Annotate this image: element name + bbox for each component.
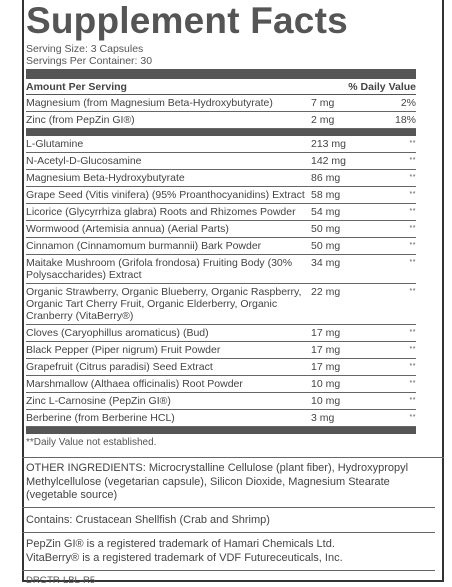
ingredient-amount: 58 mg [311,189,341,201]
ingredient-amount: 50 mg [311,240,341,252]
ingredient-amount: 34 mg [311,257,341,269]
ingredient-name: Grapefruit (Citrus paradisi) Seed Extract [26,361,213,373]
ingredient-name: Grape Seed (Vitis vinifera) (95% Proanthocyanidins) Extract [26,189,305,201]
label-code: DRGTR-LBL-R5 [26,575,96,586]
ingredient-daily-value: ** [409,157,416,164]
ingredient-row [26,410,416,427]
ingredient-daily-value: ** [409,414,416,421]
other-ingredients: OTHER INGREDIENTS: Microcrystalline Cellulose (plant fiber), Hydroxypropyl Methylcellulose (vegetarian capsule), Silicon Dioxide, Magnesium Stearate (vegetable source) [26,462,409,501]
ingredient-row [26,393,416,410]
daily-value-footnote: **Daily Value not established. [26,437,157,448]
ingredient-row [26,359,416,376]
ingredient-daily-value: ** [409,363,416,370]
ingredient-name: Licorice (Glycyrrhiza glabra) Roots and Rhizomes Powder [26,206,296,218]
ingredient-daily-value: ** [409,346,416,353]
ingredient-name: Cinnamon (Cinnamomum burmannii) Bark Powder [26,240,262,252]
ingredient-row [26,325,416,342]
thick-divider [26,69,416,79]
ingredient-daily-value: ** [409,208,416,215]
ingredient-daily-value: ** [409,191,416,198]
ingredient-row [26,221,416,238]
ingredient-row [26,153,416,170]
ingredient-row [26,95,416,112]
footer-divider [22,507,435,508]
ingredient-row [26,238,416,255]
ingredient-name: Zinc (from PepZin GI®) [26,114,135,126]
ingredient-amount: 213 mg [311,138,347,150]
vitamin-mineral-group [26,95,416,129]
ingredient-daily-value: ** [409,225,416,232]
ingredient-row [26,255,416,284]
trademark-vitaberry: VitaBerry® is a registered trademark of VDF Futureceuticals, Inc. [26,551,343,564]
bottom-divider [26,427,416,434]
ingredient-row [26,112,416,129]
ingredient-name: Wormwood (Artemisia annua) (Aerial Parts) [26,223,229,235]
ingredient-daily-value: 18% [394,114,416,126]
ingredient-name: Maitake Mushroom (Grifola frondosa) Fruiting Body (30% Polysaccharides) Extract [26,257,293,281]
ingredient-row [26,170,416,187]
ingredient-amount: 2 mg [311,114,335,126]
ingredient-daily-value: ** [409,259,416,266]
servings-per-container: Servings Per Container: 30 [26,55,153,67]
ingredient-amount: 10 mg [311,378,341,390]
ingredient-row [26,284,416,325]
ingredient-name: N-Acetyl-D-Glucosamine [26,155,142,167]
column-header [26,79,416,95]
ingredient-amount: 22 mg [311,286,341,298]
ingredient-name: Marshmallow (Althaea officinalis) Root Powder [26,378,243,390]
ingredient-daily-value: ** [409,397,416,404]
ingredient-daily-value: ** [409,140,416,147]
ingredient-amount: 86 mg [311,172,341,184]
ingredient-row [26,342,416,359]
ingredient-amount: 54 mg [311,206,341,218]
ingredient-name: Black Pepper (Piper nigrum) Fruit Powder [26,344,221,356]
ingredient-name: Zinc L-Carnosine (PepZin GI®) [26,395,171,407]
daily-value-label: % Daily Value [348,80,416,93]
ingredient-amount: 7 mg [311,97,335,109]
ingredient-daily-value: ** [409,329,416,336]
ingredient-daily-value: ** [409,242,416,249]
ingredient-daily-value: 2% [400,97,416,109]
panel-title: Supplement Facts [26,0,348,41]
medium-divider [26,129,416,136]
ingredient-row [26,204,416,221]
proprietary-ingredient-group [26,136,416,427]
section-divider [22,457,444,458]
amount-per-serving-label: Amount Per Serving [26,80,127,93]
ingredient-name: Cloves (Caryophillus aromaticus) (Bud) [26,327,209,339]
ingredient-amount: 3 mg [311,412,335,424]
footer-divider [22,570,435,571]
ingredient-row [26,187,416,204]
ingredient-name: Magnesium Beta-Hydroxybutyrate [26,172,185,184]
ingredient-row [26,376,416,393]
ingredient-amount: 142 mg [311,155,347,167]
ingredient-daily-value: ** [409,174,416,181]
ingredient-name: Berberine (from Berberine HCL) [26,412,175,424]
ingredient-name: Magnesium (from Magnesium Beta-Hydroxybutyrate) [26,97,273,109]
ingredient-name: L-Glutamine [26,138,84,150]
ingredient-daily-value: ** [409,288,416,295]
footer-divider [22,532,435,533]
ingredient-amount: 17 mg [311,344,341,356]
allergen-statement: Contains: Crustacean Shellfish (Crab and Shrimp) [26,513,270,526]
label-footer [26,462,431,587]
ingredient-name: Organic Strawberry, Organic Blueberry, Organic Raspberry, Organic Tart Cherry Fruit, Organic Elderberry, Organic Cranberry (VitaBerry®) [26,286,302,322]
trademark-pepzin: PepZin GI® is a registered trademark of Hamari Chemicals Ltd. [26,538,335,550]
ingredient-amount: 10 mg [311,395,341,407]
ingredient-row [26,136,416,153]
ingredient-amount: 50 mg [311,223,341,235]
supplement-facts-content [26,0,416,454]
serving-size: Serving Size: 3 Capsules [26,43,144,55]
ingredient-amount: 17 mg [311,327,341,339]
ingredient-amount: 17 mg [311,361,341,373]
ingredient-daily-value: ** [409,380,416,387]
